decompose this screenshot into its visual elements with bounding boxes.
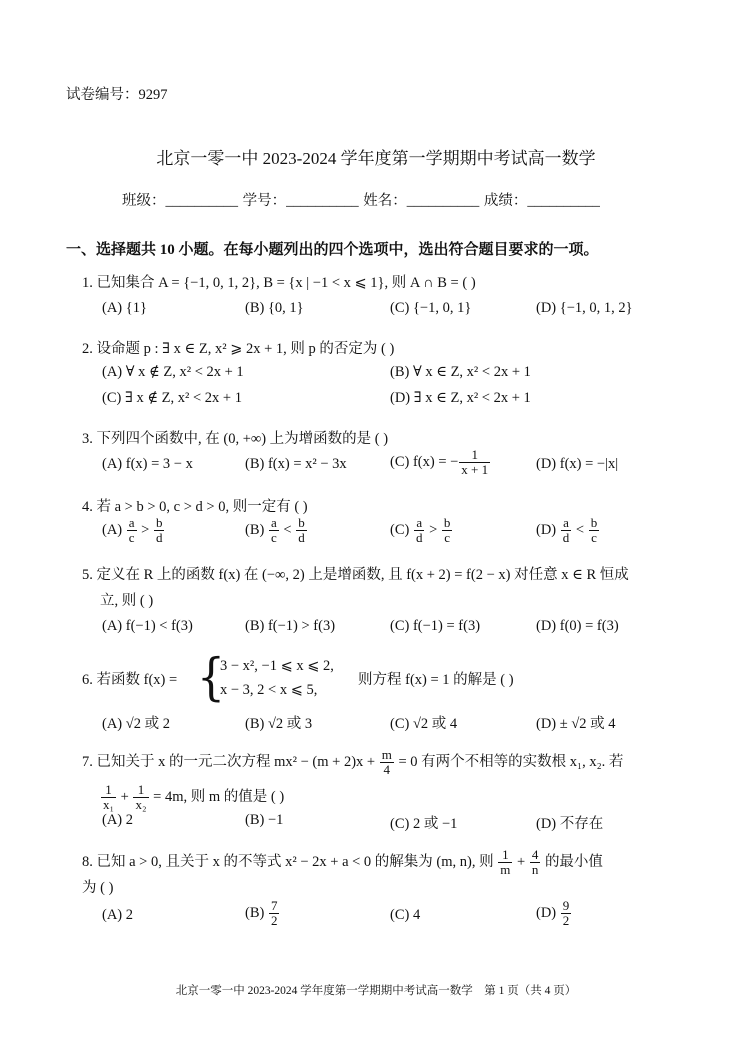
option-b: (B) ∀ x ∈ Z, x² < 2x + 1 [390, 364, 531, 380]
question-stem: 4. 若 a > b > 0, c > d > 0, 则一定有 ( ) [82, 499, 308, 515]
question-2 [82, 338, 692, 412]
question-4 [82, 496, 692, 546]
option-b: (B) f(−1) > f(3) [245, 618, 336, 634]
option-a: (A) 2 [102, 812, 134, 828]
option-b: (B) −1 [245, 812, 284, 828]
option-c [390, 448, 491, 477]
option-c: (C) 2 或 −1 [390, 816, 458, 832]
option-d: (D) ± √2 或 4 [536, 716, 616, 732]
option-d: (D) {−1, 0, 1, 2} [536, 300, 633, 316]
question-3 [82, 428, 692, 478]
piecewise-case-2: x − 3, 2 < x ⩽ 5, [220, 682, 318, 698]
option-d: (D) f(x) = −|x| [536, 456, 619, 472]
option-c-label: (C) f(x) = − [390, 453, 459, 470]
question-stem-continued: 为 ( ) [82, 880, 114, 896]
option-c: (C) $\frac{a}{d}$ > $\frac{b}{c}$ [390, 515, 451, 545]
option-d: (D) 不存在 [536, 816, 604, 832]
option-b: (B) √2 或 3 [245, 716, 313, 732]
option-c: (C) f(−1) = f(3) [390, 618, 481, 634]
option-a: (A) $\frac{a}{c}$ > $\frac{b}{d}$ [102, 515, 163, 545]
fraction: $\frac{m}{4}$ [381, 747, 392, 777]
question-6 [82, 648, 702, 707]
option-a: (A) 2 [102, 907, 134, 923]
piecewise-case-1: 3 − x², −1 ⩽ x ⩽ 2, [220, 658, 334, 674]
option-d: (D) ∃ x ∈ Z, x² < 2x + 1 [390, 390, 531, 406]
option-b: (B) $\frac{a}{c}$ < $\frac{b}{d}$ [245, 515, 305, 545]
option-b: (B) $\frac{7}{2}$ [245, 898, 278, 928]
question-stem: 1. 已知集合 A = {−1, 0, 1, 2}, B = {x | −1 < x ⩽ 1}, 则 A ∩ B = ( ) [82, 275, 476, 291]
section-heading: 一、选择题共 10 小题。在每小题列出的四个选项中，选出符合题目要求的一项。 [66, 242, 599, 258]
student-info-line: 班级：__________ 学号：__________ 姓名：__________ 成绩：__________ [122, 193, 600, 209]
option-c: (C) √2 或 4 [390, 716, 458, 732]
option-c: (C) 4 [390, 907, 421, 923]
question-stem-continued: 则方程 f(x) = 1 的解是 ( ) [358, 672, 514, 688]
option-b: (B) f(x) = x² − 3x [245, 456, 347, 472]
question-8 [82, 848, 692, 929]
question-1 [82, 272, 692, 322]
question-stem-continued: 立, 则 ( ) [100, 593, 154, 609]
option-a: (A) √2 或 2 [102, 716, 170, 732]
option-b: (B) {0, 1} [245, 300, 304, 316]
question-6-options [82, 712, 692, 734]
option-a: (A) ∀ x ∉ Z, x² < 2x + 1 [102, 364, 244, 380]
option-d: (D) $\frac{a}{d}$ < $\frac{b}{c}$ [536, 515, 598, 545]
question-5 [82, 564, 692, 640]
option-a: (A) f(x) = 3 − x [102, 456, 193, 472]
option-d: (D) f(0) = f(3) [536, 618, 619, 634]
question-stem-continued: $\frac{1}{\text{x₁}}$ + $\frac{1}{\text{x₂}}$ = 4m, 则 m 的值是 ( ) [103, 782, 285, 812]
option-a: (A) {1} [102, 300, 147, 316]
question-stem: 2. 设命题 p : ∃ x ∈ Z, x² ⩾ 2x + 1, 则 p 的否定为 ( ) [82, 341, 395, 357]
option-c: (C) ∃ x ∉ Z, x² < 2x + 1 [102, 390, 242, 406]
exam-serial-number: 试卷编号：9297 [66, 87, 168, 103]
exam-title: 北京一零一中 2023-2024 学年度第一学期期中考试高一数学 [156, 149, 596, 168]
fraction: $\frac{1}{x + 1}$ [461, 447, 489, 477]
piecewise-brace: { [197, 648, 225, 707]
option-a: (A) f(−1) < f(3) [102, 618, 193, 634]
question-stem: 7. 已知关于 x 的一元二次方程 mx² − (m + 2)x + $\frac{m}{4}$ = 0 有两个不相等的实数根 x₁, x₂. 若 [82, 747, 624, 777]
question-7 [82, 748, 692, 834]
question-stem: 6. 若函数 f(x) = [82, 672, 178, 688]
question-stem: 5. 定义在 R 上的函数 f(x) 在 (−∞, 2) 上是增函数, 且 f(x + 2) = f(2 − x) 对任意 x ∈ R 恒成 [82, 567, 629, 583]
page-footer: 北京一零一中 2023-2024 学年度第一学期期中考试高一数学 第 1 页（共 4 页） [175, 985, 577, 997]
option-c: (C) {−1, 0, 1} [390, 300, 472, 316]
question-stem: 8. 已知 a > 0, 且关于 x 的不等式 x² − 2x + a < 0 的解集为 (m, n), 则 $\frac{1}{m}$ + $\frac{4}{n}$ 的最小值 [82, 847, 603, 877]
question-stem: 3. 下列四个函数中, 在 (0, +∞) 上为增函数的是 ( ) [82, 431, 389, 447]
option-d: (D) $\frac{9}{2}$ [536, 898, 570, 928]
